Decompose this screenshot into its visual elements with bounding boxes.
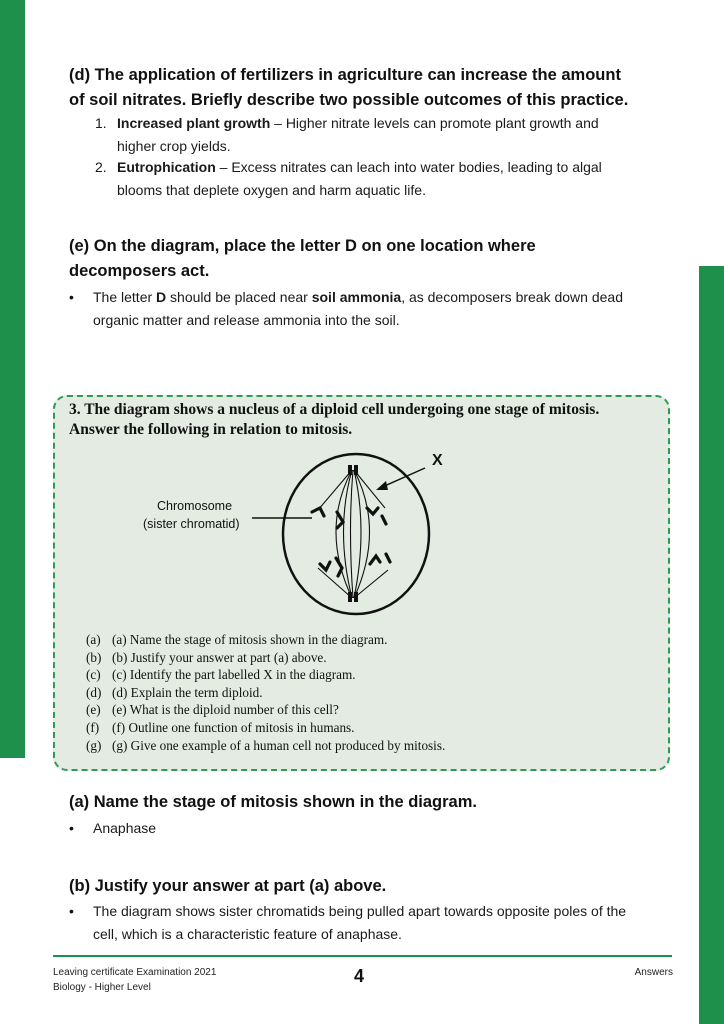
part-label: (c) [86, 667, 101, 683]
part-label: (e) [86, 702, 101, 718]
question-3-title [69, 400, 664, 440]
part-d-item-2-text [117, 156, 657, 202]
item-text: – Excess nitrates can leach into water bodies, leading to algal [215, 159, 602, 175]
part-d-item-1-text [117, 112, 657, 158]
part-e-heading-line1: (e) On the diagram, place the letter D on one location where [69, 237, 536, 255]
part-text: (b) Justify your answer at part (a) above. [112, 649, 327, 665]
question-part-f [86, 719, 445, 737]
part-d-heading-line2: of soil nitrates. Briefly describe two possible outcomes of this practice. [69, 91, 629, 109]
footer-exam-title: Leaving certificate Examination 2021 [53, 967, 217, 978]
question-part-d [86, 684, 445, 702]
answer-text-cont: organic matter and release ammonia into the soil. [93, 312, 400, 328]
part-label: (a) [86, 632, 101, 647]
question-part-b [86, 649, 445, 667]
part-text: (g) Give one example of a human cell not produced by mitosis. [112, 737, 446, 753]
part-text: (f) Outline one function of mitosis in humans. [112, 719, 355, 735]
page-number: 4 [354, 966, 365, 986]
footer-divider [53, 955, 672, 957]
answer-a-heading: (a) Name the stage of mitosis shown in the diagram. [69, 793, 477, 811]
part-e-heading [69, 234, 536, 284]
answer-text: , as decomposers break down dead [401, 289, 623, 305]
answer-text: should be placed near [166, 289, 312, 305]
chromosome-label-line1: Chromosome [157, 499, 233, 513]
part-label: (b) [86, 649, 102, 665]
answer-b-heading: (b) Justify your answer at part (a) above. [69, 877, 387, 895]
question-3-title-line1: 3. The diagram shows a nucleus of a diploid cell undergoing one stage of mitosis. [69, 401, 600, 418]
part-text: (d) Explain the term diploid. [112, 684, 263, 700]
question-3-parts [86, 631, 445, 754]
part-text: (a) Name the stage of mitosis shown in the diagram. [112, 632, 388, 647]
question-part-e [86, 701, 445, 719]
answer-b-line2: cell, which is a characteristic feature of anaphase. [93, 926, 402, 942]
answer-b-text [93, 900, 668, 946]
x-label: X [432, 452, 443, 469]
item-term: Increased plant growth [117, 115, 271, 131]
right-accent-bar [699, 266, 724, 1024]
part-text: (c) Identify the part labelled X in the diagram. [112, 667, 356, 683]
answer-b-line1: The diagram shows sister chromatids being pulled apart towards opposite poles of the [93, 903, 627, 919]
item-text-cont: blooms that deplete oxygen and harm aquatic life. [117, 182, 426, 198]
mitosis-diagram [240, 450, 450, 625]
footer-left [53, 965, 216, 995]
item-text: – Higher nitrate levels can promote plant growth and [270, 115, 599, 131]
part-e-heading-line2: decomposers act. [69, 262, 210, 280]
part-label: (f) [86, 719, 100, 735]
answer-bold: D [156, 289, 167, 305]
answer-text: The letter [93, 289, 157, 305]
question-3-title-line2: Answer the following in relation to mitosis. [69, 421, 353, 438]
item-term: Eutrophication [117, 159, 216, 175]
question-part-g [86, 737, 445, 755]
part-d-heading-line1: (d) The application of fertilizers in agriculture can increase the amount [69, 66, 621, 84]
left-accent-bar [0, 0, 25, 758]
answer-bold: soil ammonia [311, 289, 402, 305]
footer-subject: Biology - Higher Level [53, 982, 151, 993]
list-number: 1. [95, 115, 107, 131]
item-text-cont: higher crop yields. [117, 138, 231, 154]
footer-right: Answers [634, 967, 673, 978]
question-part-a [86, 631, 445, 649]
bullet: • [69, 289, 74, 305]
part-e-answer [93, 286, 663, 332]
part-label: (d) [86, 684, 102, 700]
chromosome-label-line2: (sister chromatid) [143, 517, 240, 531]
chromosome-label [143, 497, 283, 533]
part-d-item-1 [95, 112, 107, 135]
bullet: • [69, 903, 74, 919]
bullet: • [69, 820, 74, 836]
part-label: (g) [86, 737, 102, 753]
part-d-heading [69, 63, 628, 113]
answer-a-text: Anaphase [93, 820, 157, 836]
part-d-item-2 [95, 156, 107, 179]
part-text: (e) What is the diploid number of this cell? [112, 702, 339, 718]
list-number: 2. [95, 159, 107, 175]
question-part-c [86, 666, 445, 684]
